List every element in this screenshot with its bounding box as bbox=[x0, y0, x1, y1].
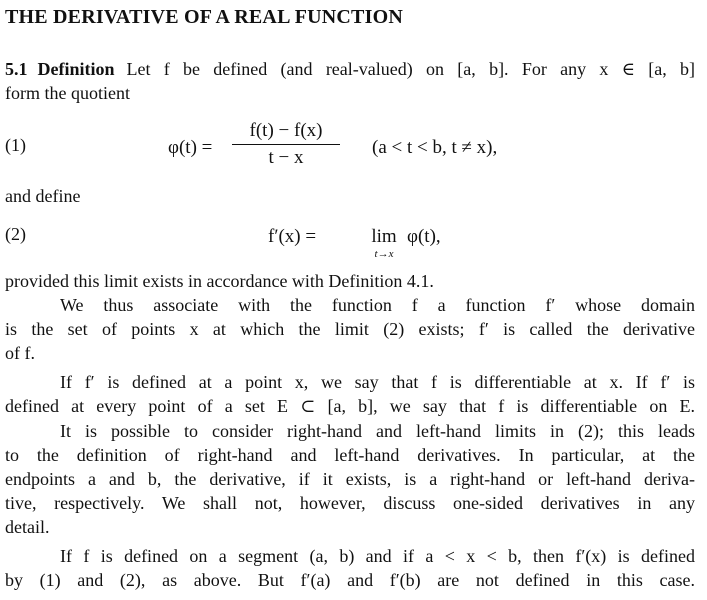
equation-2-lhs: f′(x) = bbox=[268, 226, 317, 247]
equation-1-label: (1) bbox=[5, 135, 26, 155]
and-define-text: and define bbox=[5, 186, 81, 206]
limit-subscript: t→x bbox=[374, 248, 394, 260]
equation-2-limit bbox=[367, 226, 401, 259]
paragraph-0-line: provided this limit exists in accordance with Definition 4.1. bbox=[5, 271, 434, 291]
paragraph-4-line-1: If f is defined on a segment (a, b) and if a < x < b, then f′(x) is defined bbox=[60, 546, 695, 566]
limit-operator: lim bbox=[371, 226, 397, 247]
equation-1-denominator: t − x bbox=[268, 147, 304, 168]
equation-1-fraction bbox=[232, 120, 340, 169]
definition-word: Definition bbox=[37, 59, 115, 79]
chapter-heading: THE DERIVATIVE OF A REAL FUNCTION bbox=[5, 6, 403, 28]
equation-2-label: (2) bbox=[5, 224, 26, 244]
definition-number: 5.1 bbox=[5, 59, 28, 79]
equation-1-lhs: φ(t) = bbox=[168, 137, 213, 158]
paragraph-2-line-1: If f′ is defined at a point x, we say that f is differentiable at x. If f′ is bbox=[60, 372, 695, 392]
fraction-bar bbox=[232, 144, 340, 145]
paragraph-1-line-1: We thus associate with the function f a function f′ whose domain bbox=[60, 295, 695, 315]
equation-1-condition: (a < t < b, t ≠ x), bbox=[372, 137, 498, 158]
equation-1-numerator: f(t) − f(x) bbox=[249, 120, 323, 141]
paragraph-3-line-3: endpoints a and b, the derivative, if it exists, is a right-hand or left-hand deriva- bbox=[5, 469, 695, 489]
paragraph-3-line-2: to the definition of right-hand and left-hand derivatives. In particular, at the bbox=[5, 445, 695, 465]
paragraph-4-line-2: by (1) and (2), as above. But f′(a) and f′(b) are not defined in this case. bbox=[5, 570, 695, 590]
paragraph-1-line-3: of f. bbox=[5, 343, 35, 363]
paragraph-1-line-2: is the set of points x at which the limit (2) exists; f′ is called the derivative bbox=[5, 319, 695, 339]
paragraph-2-line-2: defined at every point of a set E ⊂ [a, b], we say that f is differentiable on E. bbox=[5, 396, 695, 416]
paragraph-3-line-1: It is possible to consider right-hand and left-hand limits in (2); this leads bbox=[60, 421, 695, 441]
definition-line-1 bbox=[5, 58, 695, 80]
paragraph-3-line-5: detail. bbox=[5, 517, 50, 537]
equation-2-rhs: φ(t), bbox=[407, 226, 441, 247]
paragraph-3-line-4: tive, respectively. We shall not, however, discuss one-sided derivatives in any bbox=[5, 493, 695, 513]
definition-text: Let f be defined (and real-valued) on [a, b]. For any x ∈ [a, b] bbox=[126, 59, 695, 79]
definition-line-2: form the quotient bbox=[5, 83, 130, 103]
